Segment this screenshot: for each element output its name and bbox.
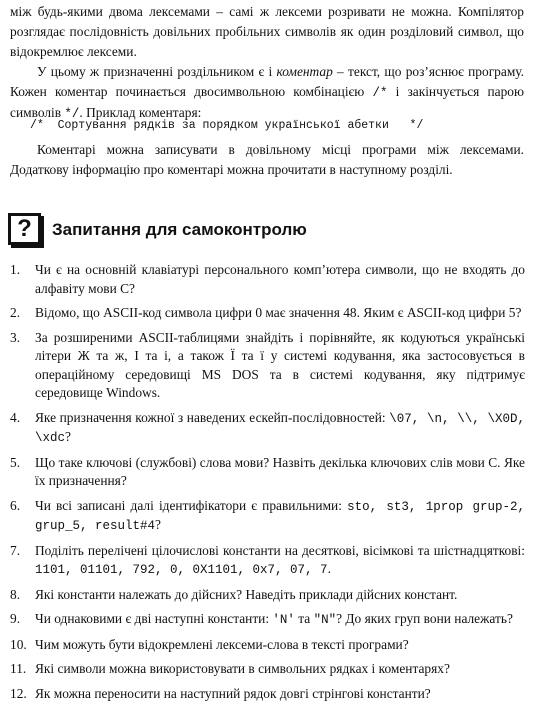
- question-text: Які константи належать до дійсних? Наведіть приклади дійсних констант.: [35, 586, 458, 602]
- question-text: Як можна переносити на наступний рядок довгі стрінгові константи?: [35, 685, 431, 701]
- question-number: 12.: [10, 685, 27, 701]
- question-item: [0, 329, 537, 403]
- question-text: Чи є на основній клавіатурі персонального комп’ютера символи, що не входять до алфавіту мови С?: [35, 262, 525, 296]
- question-number: 5.: [10, 454, 21, 470]
- question-text: ?: [155, 517, 161, 532]
- section-title: Запитання для самоконтролю: [52, 220, 307, 239]
- question-item: [0, 610, 537, 630]
- question-text: .: [327, 561, 331, 576]
- question-code-fragment: 'N': [272, 613, 295, 627]
- question-text: За розширеними ASCII-таблицями знайдіть і порівняйте, як кодуються українські літери Ж та ж, І та і, а також Ї та ї у системі кодування, яка застосовується в операційному середовищі MS DOS та в системі кодування, яку підтримує середовище Windows.: [35, 329, 525, 400]
- question-number: 6.: [10, 497, 21, 513]
- question-number: 9.: [10, 611, 21, 626]
- question-text: Чим можуть бути відокремлені лексеми-слова в тексті програми?: [35, 636, 409, 652]
- question-item: [0, 542, 537, 580]
- intro-paragraph: між будь-якими двома лексемами – самі ж лексеми розривати не можна. Компілятор розглядає послідовність довільних пробільних символів як один розділовий символ, що відокремлює лексеми.: [10, 4, 524, 59]
- question-number: 4.: [10, 409, 21, 425]
- question-item: [0, 685, 537, 704]
- question-item: [0, 454, 537, 491]
- code-example: /* Сортування рядків за порядком української абетки */: [30, 119, 424, 132]
- question-number: 8.: [10, 586, 21, 602]
- question-item: [0, 261, 537, 298]
- question-item: [0, 409, 537, 448]
- comment-text-part3: і закінчується парою символів: [10, 84, 524, 120]
- comment-close-marker: */: [64, 107, 80, 121]
- question-number: 3.: [10, 329, 21, 345]
- comments-placement-paragraph: Коментарі можна записувати в довільному місці програми між лексемами. Додаткову інформацію про коментарі можна прочитати в наступному розділі.: [10, 142, 524, 177]
- comment-term: коментар: [276, 64, 333, 79]
- question-icon: ?: [8, 213, 41, 245]
- question-text: Що таке ключові (службові) слова мови? Назвіть декілька ключових слів мови С. Яке їх призначення?: [35, 454, 525, 488]
- question-item: [0, 660, 537, 679]
- question-code-fragment: "N": [313, 613, 337, 627]
- comment-text-part2: – текст, що роз’яснює програму. Кожен коментар починається двосимвольною комбінацією: [10, 64, 524, 99]
- question-code-fragment: 1101, 01101, 792, 0, 0X1101, 0x7, 07, 7: [35, 563, 328, 577]
- comment-open-marker: /*: [372, 86, 388, 100]
- question-text: Які символи можна використовувати в символьних рядках і коментарях?: [35, 661, 450, 676]
- question-text: Відомо, що ASCII-код символа цифри 0 має значення 48. Яким є ASCII-код цифри 5?: [35, 305, 522, 320]
- question-number: 10.: [10, 636, 27, 652]
- comment-text-part4: . Приклад коментаря:: [79, 105, 202, 120]
- question-item: [0, 497, 537, 536]
- question-item: [0, 304, 537, 323]
- question-number: 7.: [10, 542, 21, 558]
- questions-list: [0, 261, 537, 709]
- question-text: Чи однаковими є дві наступні константи:: [35, 611, 273, 626]
- question-text: Чи всі записані далі ідентифікатори є правильними:: [35, 497, 348, 513]
- question-item: [0, 636, 537, 655]
- question-number: 2.: [10, 305, 21, 320]
- question-item: [0, 586, 537, 605]
- comment-text-part1: У цьому ж призначенні роздільником є і: [37, 64, 277, 79]
- question-text: Поділіть перелічені цілочислові константи на десяткові, вісімкові та шістнадцяткові:: [35, 542, 525, 558]
- question-code-fragment: sto, st3, 1prop grup-2, grup_5, result#4: [35, 499, 526, 533]
- question-text: Яке призначення кожної з наведених ескейп-послідовностей:: [35, 409, 390, 425]
- question-text: ?: [65, 429, 71, 444]
- question-number: 1.: [10, 262, 21, 277]
- question-text: ? До яких груп вони належать?: [336, 611, 513, 626]
- question-number: 11.: [10, 661, 27, 676]
- question-code-fragment: \07, \n, \\, \X0D, \xdc: [35, 411, 525, 445]
- question-text: та: [294, 611, 314, 626]
- comment-definition-paragraph: [10, 62, 524, 124]
